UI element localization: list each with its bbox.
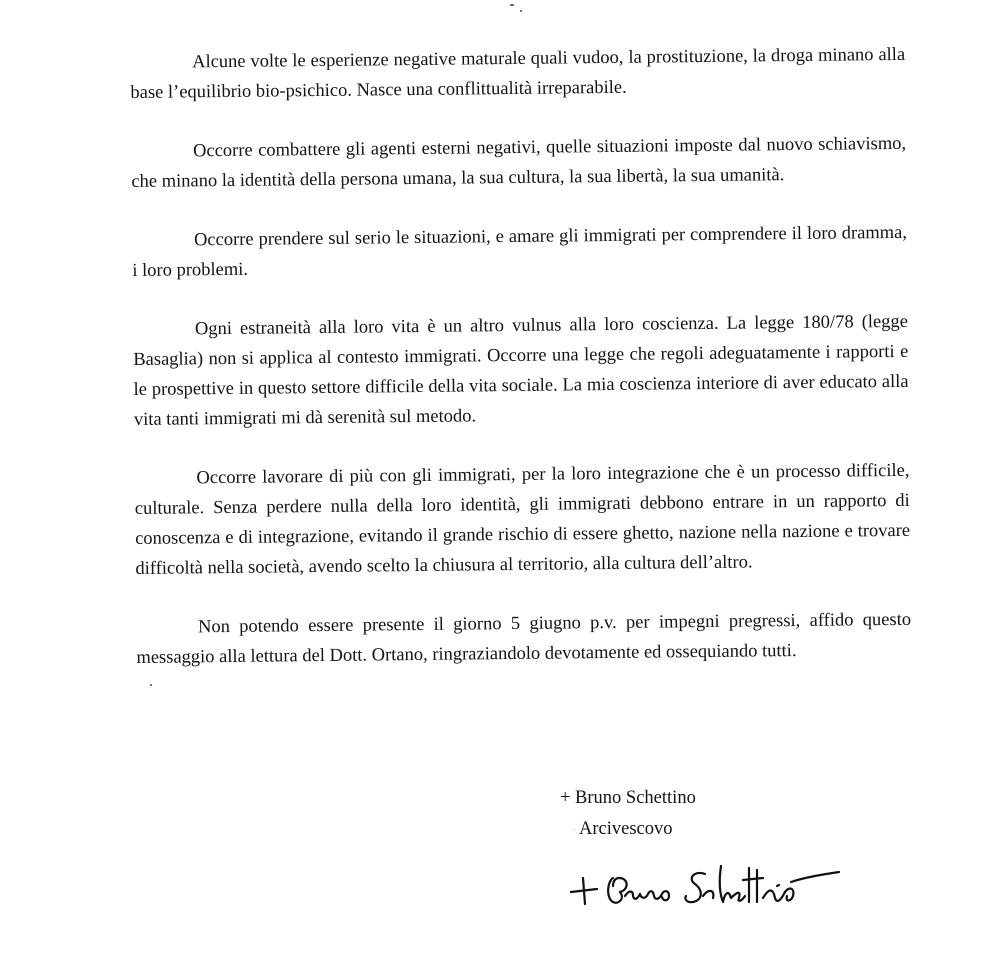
paragraph-2: Occorre combattere gli agenti esterni negativi, quelle situazioni imposte dal nuovo schiavismo, che minano la identità della persona umana, la sua cultura, la sua libertà, la sua umanità. bbox=[131, 133, 907, 192]
paragraph-5: Occorre lavorare di più con gli immigrati, per la loro integrazione che è un processo difficile, culturale. Senza perdere nulla della loro identità, gli immigrati debbono entrare in un rapporto di conoscenza e di integrazione, evitando il grande rischio di essere ghetto, nazione nella nazione e trovare difficoltà nella società, avendo scelto la chiusura al territorio, alla cultura dell’altro. bbox=[134, 460, 911, 579]
paragraph-1: Alcune volte le esperienze negative maturale quali vudoo, la prostituzione, la droga minano alla base l’equilibrio bio-psichico. Nasce una conflittualità irreparabile. bbox=[130, 44, 906, 103]
scan-speck bbox=[510, 4, 514, 6]
paragraph-4: Ogni estraneità alla loro vita è un altro vulnus alla loro coscienza. La legge 180/78 (legge Basaglia) non si applica al contesto immigrati. Occorre una legge che regoli adeguatamente i rapporti e le prospettive in questo settore difficile della vita sociale. La mia coscienza interiore di aver educato alla vita tanti immigrati mi dà serenità sul metodo. bbox=[133, 311, 909, 430]
sender-name: + Bruno Schettino bbox=[560, 788, 696, 808]
closing-block bbox=[560, 788, 696, 850]
scan-speck bbox=[520, 10, 522, 12]
handwritten-signature bbox=[563, 852, 843, 922]
letter-body bbox=[130, 40, 912, 702]
paragraph-3: Occorre prendere sul serio le situazioni, e amare gli immigrati per comprendere il loro dramma, i loro problemi. bbox=[132, 222, 908, 281]
paragraph-6: Non potendo essere presente il giorno 5 giugno p.v. per impegni pregressi, affido questo messaggio alla lettura del Dott. Ortano, ringraziandolo devotamente ed ossequiando tutti. bbox=[136, 609, 912, 668]
sender-title: · Arcivescovo bbox=[572, 819, 696, 840]
